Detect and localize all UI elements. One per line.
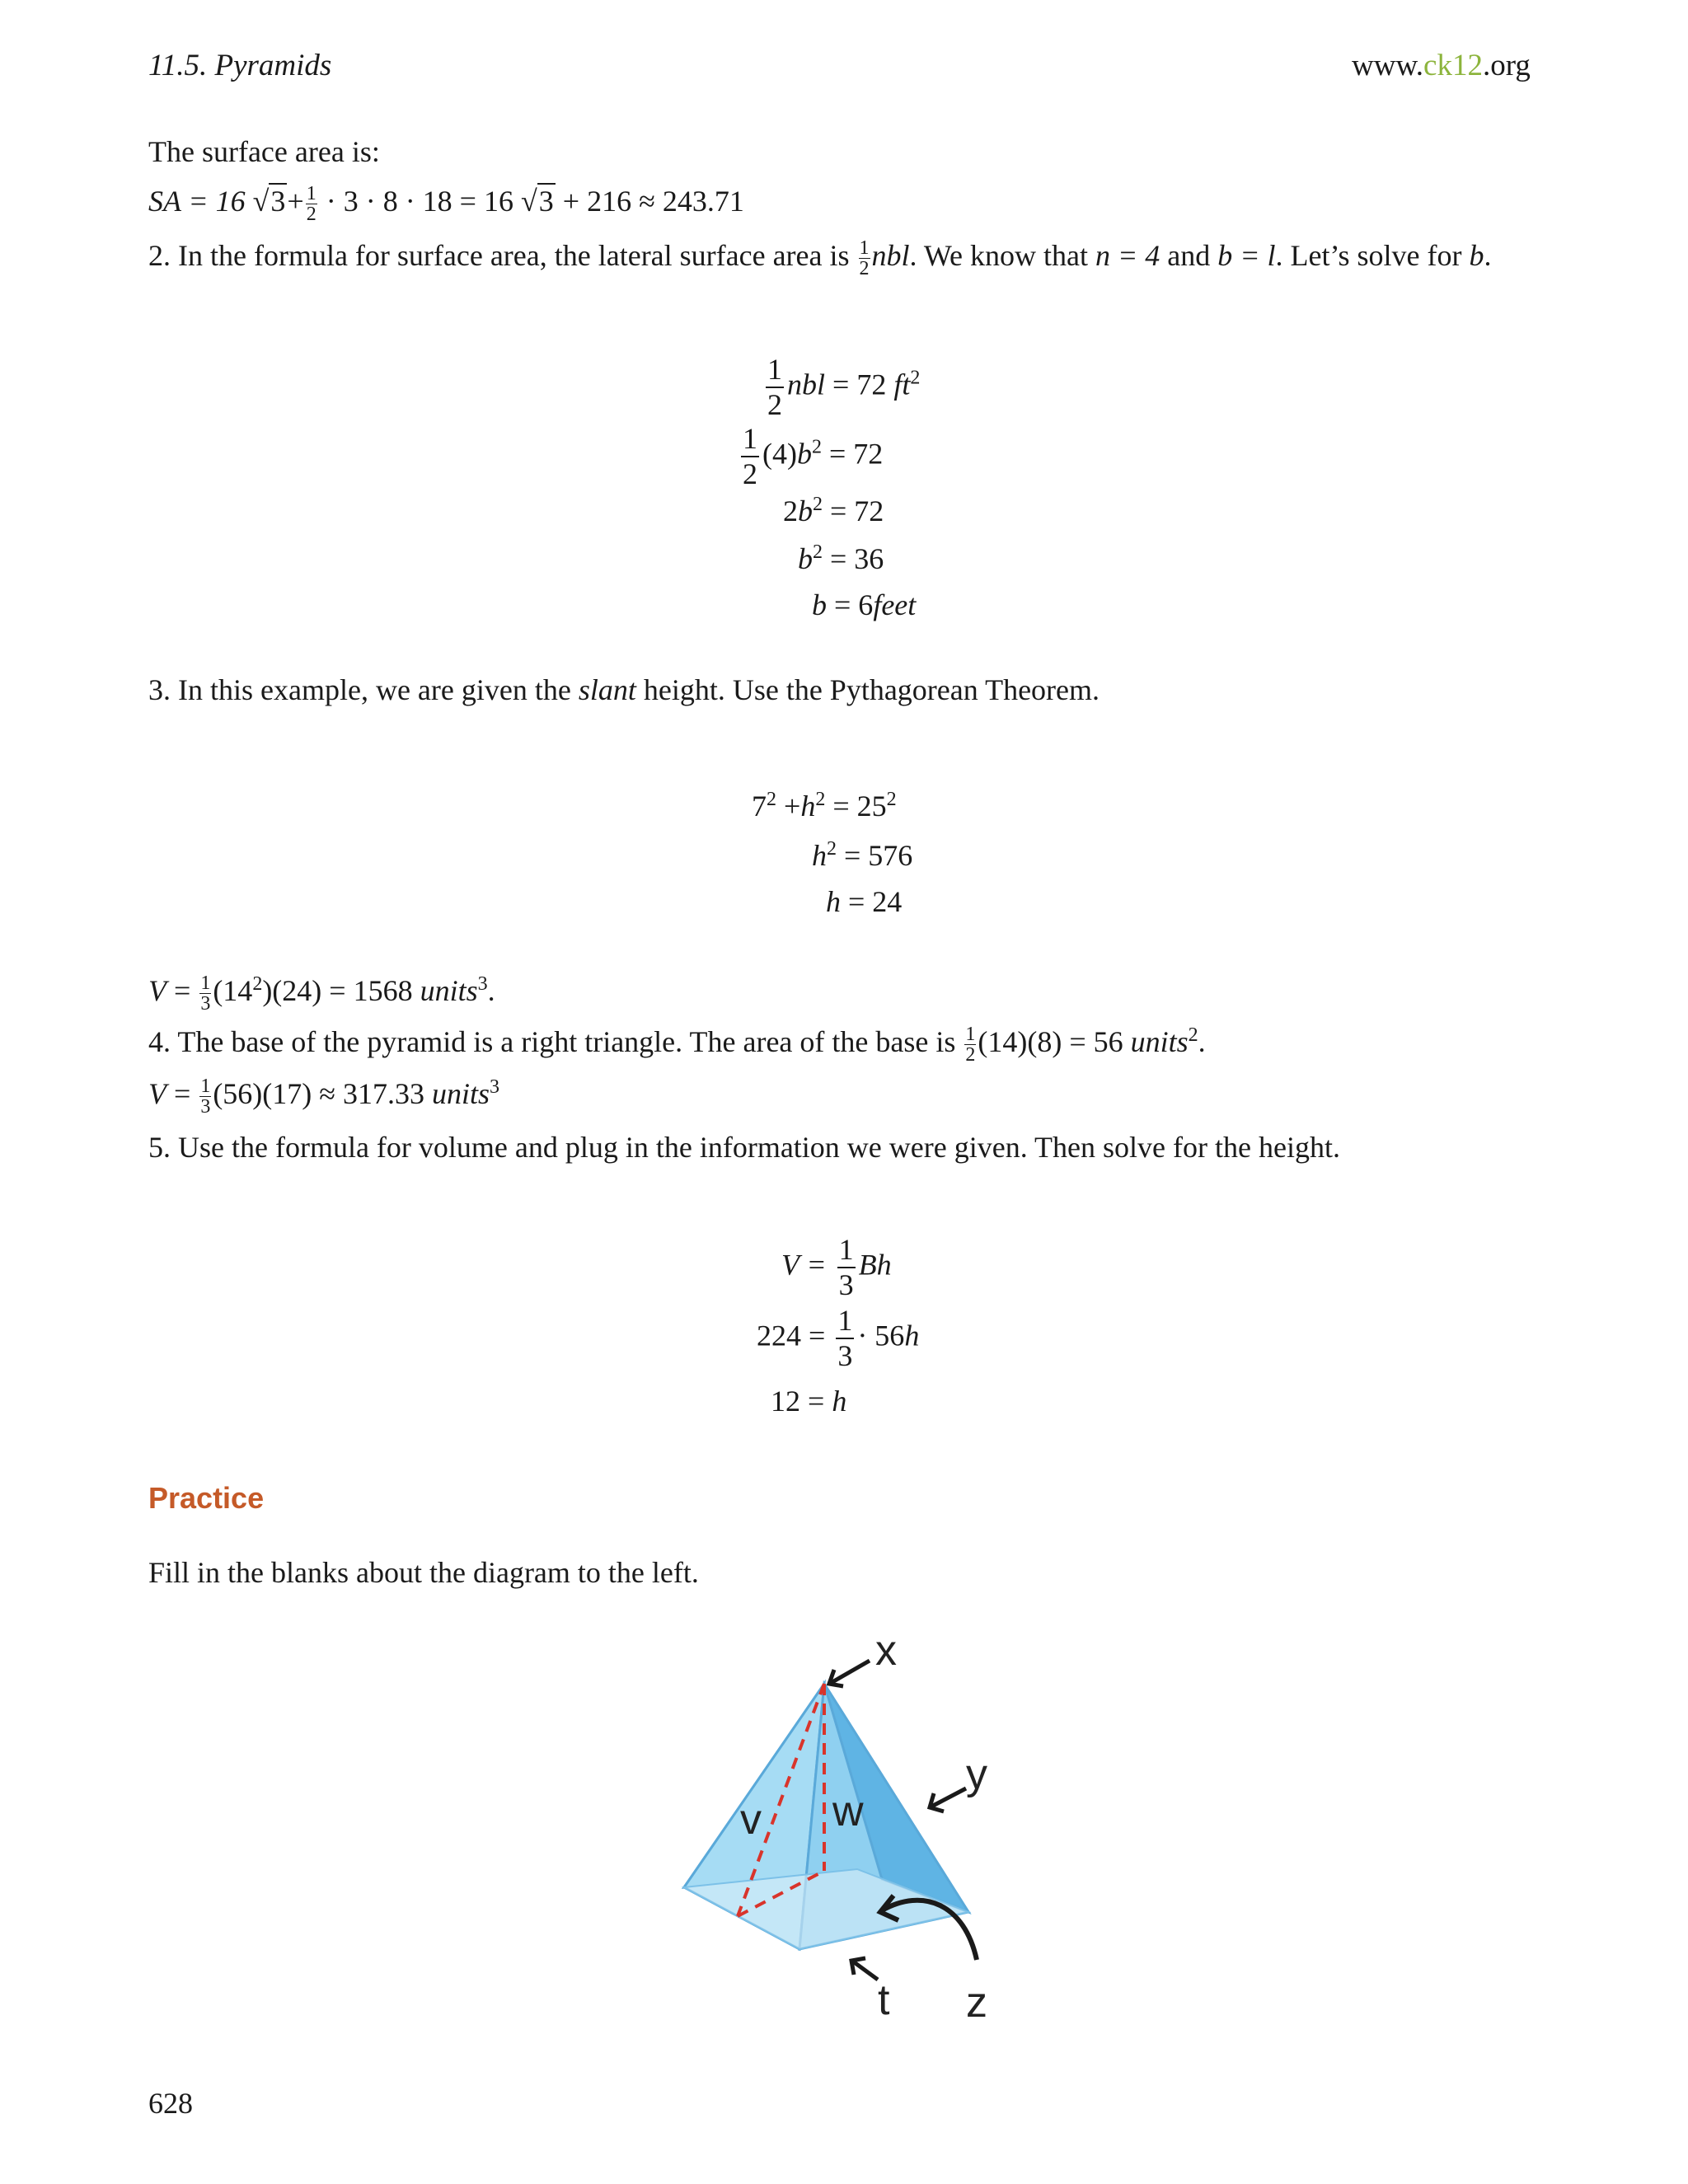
page-number: 628: [148, 2087, 193, 2120]
solve-h-line-3: 12 = h: [771, 1385, 847, 1418]
sqrt-symbol: √3: [521, 185, 554, 218]
fraction: $\frac{1}{2}$: [965, 1024, 976, 1066]
fraction: $\frac{1}{3}$: [837, 1304, 853, 1373]
volume-line-3: V = $\frac{1}{3}$ $(14^2)(24) = 1568$ units$^3$.: [148, 972, 495, 1015]
pyth-line-1: $7^2 +h^2 = 25^2$: [752, 789, 897, 823]
pyth-line-3: h = 24: [826, 885, 903, 918]
fraction: $\frac{1}{2}$: [306, 183, 316, 226]
label-z: z: [966, 1979, 987, 2027]
volume-line-4: V = $\frac{1}{3}$ (56)(17) ≈ 317.33 units$^3$: [148, 1076, 500, 1118]
site-url[interactable]: [1352, 48, 1531, 84]
fraction: $\frac{1}{2}$: [859, 237, 870, 280]
label-x: x: [875, 1627, 897, 1675]
label-w: w: [832, 1788, 864, 1835]
practice-heading: Practice: [148, 1481, 265, 1515]
solve-b-line-4: $b^2 = 36$: [798, 541, 884, 575]
intro-text: The surface area is:: [148, 135, 380, 168]
item-4-text: 4. The base of the pyramid is a right triangle. The area of the base is $\frac{1}{2}$ (14)(8) = 56 units$^2$.: [148, 1024, 1206, 1066]
fraction: $\frac{1}{2}$: [767, 353, 782, 422]
practice-instruction: Fill in the blanks about the diagram to the left.: [148, 1556, 699, 1589]
pyth-line-2: $h^2 = 576$: [812, 838, 913, 872]
item-3-text: 3. In this example, we are given the slant height. Use the Pythagorean Theorem.: [148, 673, 1100, 706]
fraction: $\frac{1}{3}$: [838, 1233, 854, 1302]
arrow-y: [930, 1788, 966, 1811]
fraction: $\frac{1}{3}$: [200, 1076, 211, 1118]
item-2-text: 2. In the formula for surface area, the lateral surface area is $\frac{1}{2}$ nbl. We know that n = 4 and b = l. Let’s solve for b.: [148, 237, 1492, 280]
site-suffix: .org: [1482, 49, 1531, 82]
fraction: $\frac{1}{2}$: [743, 422, 757, 491]
item-5-text: 5. Use the formula for volume and plug in the information we were given. Then solve for the height.: [148, 1131, 1340, 1164]
label-y: y: [966, 1750, 987, 1798]
solve-b-line-1: $\frac{1}{2}$ nbl = 72 $ft^2$: [767, 353, 921, 422]
solve-h-line-2: 224 = $\frac{1}{3}$ · 56h: [757, 1304, 920, 1373]
solve-b-line-5: b = 6feet: [812, 588, 917, 621]
sa-equation: SA = 16 √3+ $\frac{1}{2}$ · 3 · 8 · 18 = 16 √3 + 216 ≈ 243.71: [148, 183, 744, 226]
arrow-t: [851, 1958, 878, 1980]
solve-b-line-3: $2b^2 = 72$: [783, 494, 884, 527]
sqrt-symbol: √3: [252, 185, 286, 218]
site-prefix: www.: [1352, 49, 1424, 82]
section-header: 11.5. Pyramids: [148, 49, 332, 82]
arrow-x: [829, 1661, 870, 1686]
fraction: $\frac{1}{3}$: [200, 972, 211, 1015]
site-brand: ck12: [1423, 49, 1483, 82]
label-v: v: [740, 1796, 762, 1844]
solve-h-line-1: V = $\frac{1}{3}$ Bh: [781, 1233, 892, 1302]
label-t: t: [878, 1976, 890, 2024]
solve-b-line-2: $\frac{1}{2}$ $(4)b^2 = 72$: [743, 422, 884, 491]
pyramid-diagram: [659, 1624, 1030, 2052]
